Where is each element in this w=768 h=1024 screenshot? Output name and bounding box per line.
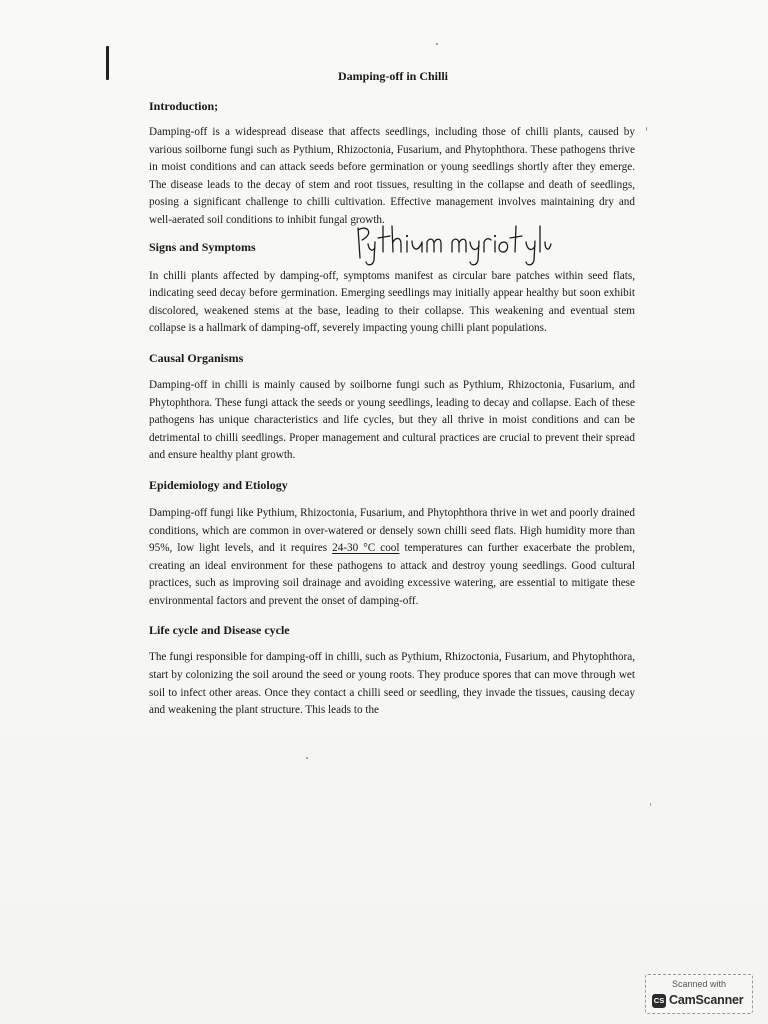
section-heading-life-cycle: Life cycle and Disease cycle (149, 623, 290, 638)
epidemiology-text-after: temperatures can further exacerbate the problem, creating an ideal environment for these pathogens to attack and destroy young seedlings. Good cultural practices, such as improving soil drainage and avoiding excessive watering, are essential to mitigate these environmental factors and prevent the onset of damping-off. (149, 542, 635, 607)
dust-speck (646, 127, 647, 131)
document-body (149, 98, 635, 720)
underlined-temperature: 24-30 °C cool (332, 542, 400, 555)
section-paragraph-signs-symptoms: In chilli plants affected by damping-off, symptoms manifest as circular bare patches within seed flats, indicating seed decay before germination. Emerging seedlings may initially appear healthy but soon exhibit discolored, weakened stems at the base, leading to their collapse. This weakening and eventual stem collapse is a hallmark of damping-off, severely impacting young chilli plant populations. (149, 269, 635, 335)
section-heading-epidemiology: Epidemiology and Etiology (149, 477, 288, 492)
section-paragraph-introduction: Damping-off is a widespread disease that affects seedlings, including those of chilli plants, caused by various soilborne fungi such as Pythium, Rhizoctonia, Fusarium, and Phytophthora. These pathogens thrive in moist conditions and can attack seeds before germination or young seedlings shortly after they emerge. The disease leads to the decay of stem and root tissues, resulting in the collapse and death of seedlings, posing a significant challenge to chilli cultivation. Effective management involves maintaining dry and well-aerated soil conditions to inhibit fungal growth. (149, 126, 635, 226)
section-paragraph-life-cycle: The fungi responsible for damping-off in chilli, such as Pythium, Rhizoctonia, Fusarium, and Phytophthora, start by colonizing the soil around the seed or young roots. They produce spores that can move through wet soil to infect other areas. Once they contact a chilli seed or seedling, they invade the tissues, causing decay and weakening the plant structure. This leads to the (149, 651, 635, 717)
epidemiology-text-before: Damping-off fungi like Pythium, Rhizoctonia, Fusarium, and Phytophthora thrive in wet and poorly drained conditions, which are common in over-watered or densely sown chilli seed flats. High humidity more than 95%, low light levels, and it requires (149, 506, 635, 555)
section-heading-introduction: Introduction; (149, 99, 219, 113)
document-title: Damping-off in Chilli (337, 69, 448, 83)
handwritten-note-pythium-myriotylum (352, 222, 552, 270)
dust-speck (436, 43, 438, 45)
watermark-brand: CamScanner (669, 993, 744, 1007)
dust-speck (306, 757, 308, 759)
camscanner-logo-icon: CS (652, 994, 666, 1008)
section-heading-signs-symptoms: Signs and Symptoms (149, 239, 256, 254)
dust-speck (650, 803, 651, 806)
section-paragraph-epidemiology (149, 505, 635, 611)
watermark-caption: Scanned with (671, 979, 727, 989)
section-heading-causal-organisms: Causal Organisms (149, 350, 244, 365)
section-paragraph-causal-organisms: Damping-off in chilli is mainly caused by soilborne fungi such as Pythium, Rhizoctonia, Fusarium, and Phytophthora. These fungi attack the seeds or young seedlings, leading to decay and collapse. Each of these pathogens has unique characteristics and life cycles, but they all thrive in moist conditions and can be detrimental to chilli seedlings. Proper management and cultural practices are crucial to prevent their spread and ensure healthy plant growth. (149, 378, 635, 462)
camscanner-watermark (645, 974, 753, 1014)
